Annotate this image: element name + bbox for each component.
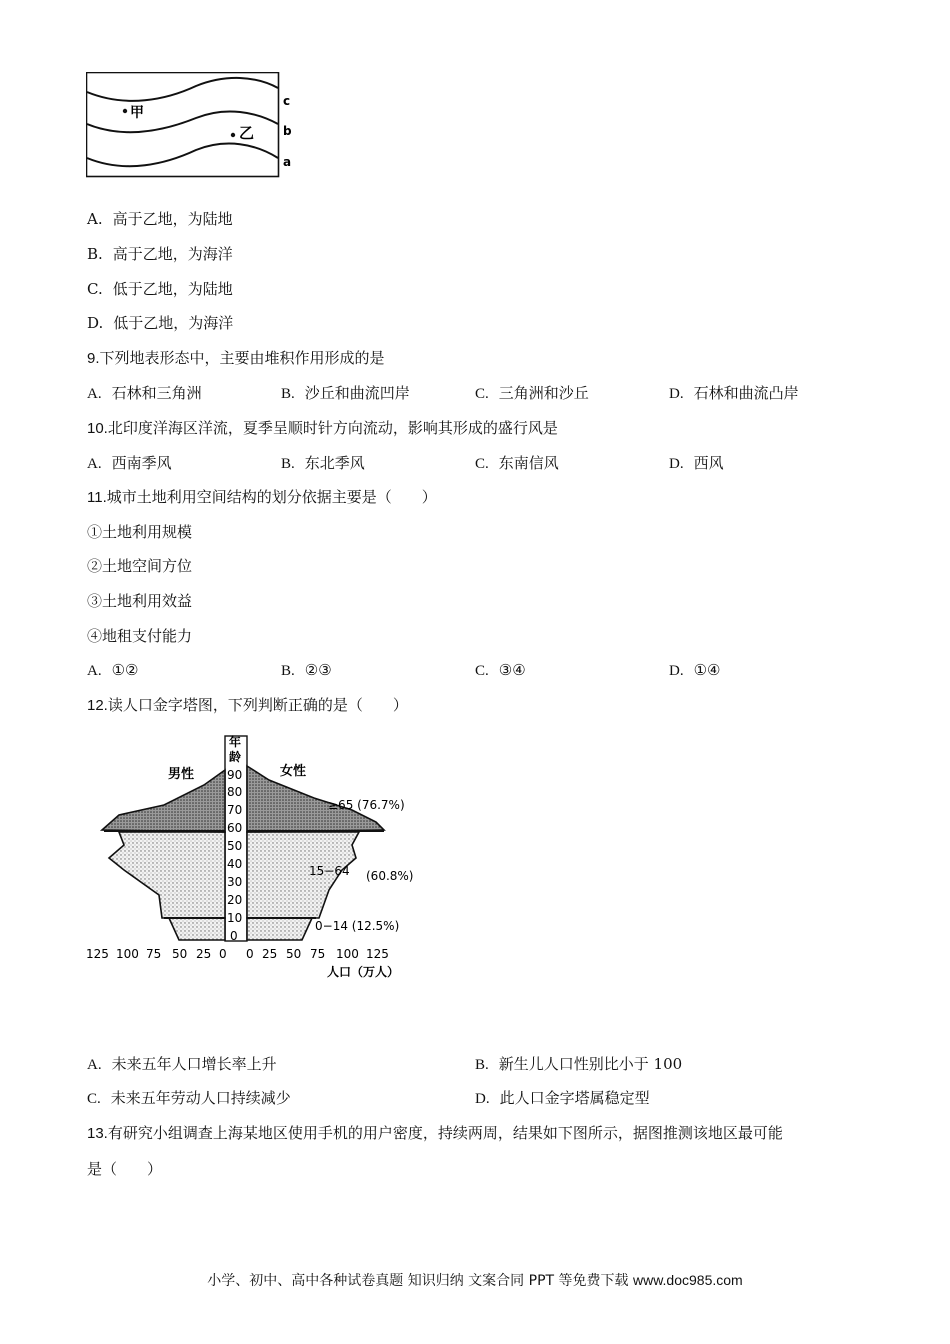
option-text: 新生儿人口性别比小于 100	[498, 1055, 683, 1073]
question-number: 9.	[87, 350, 100, 367]
option-letter: A.	[87, 663, 102, 679]
option-letter: D.	[669, 663, 684, 679]
contour-line-a	[87, 144, 278, 167]
population-pyramid	[84, 730, 444, 980]
option-text: 东北季风	[304, 454, 365, 472]
option-letter: C.	[87, 280, 103, 298]
age-tick: 40	[227, 857, 243, 871]
contour-figure	[86, 72, 301, 180]
option-text: 三角洲和沙丘	[498, 384, 589, 402]
option-letter: D.	[87, 314, 104, 332]
q13-stem-line2: 是（ ）	[87, 1160, 163, 1178]
age-tick: 60	[227, 821, 243, 835]
q12-option-a[interactable]	[87, 1054, 277, 1075]
age-tick: 20	[227, 893, 243, 907]
question-text: 下列地表形态中，主要由堆积作用形成的是	[99, 349, 385, 367]
age-tick: 0	[230, 929, 238, 943]
q10-stem	[87, 418, 558, 439]
option-text: 高于乙地，为陆地	[112, 210, 233, 228]
q11-option-d[interactable]	[669, 660, 721, 681]
age-tick: 10	[227, 911, 243, 925]
male-tick: 25	[196, 947, 212, 961]
male-tick: 125	[86, 947, 109, 961]
q8-option-b[interactable]	[87, 244, 233, 264]
group-working-label-a: 15−64	[309, 864, 350, 878]
page-footer	[0, 1270, 950, 1290]
q9-option-d[interactable]	[669, 383, 799, 404]
q12-option-c[interactable]	[87, 1088, 291, 1109]
female-tick: 25	[262, 947, 278, 961]
male-tick: 50	[172, 947, 188, 961]
option-letter: D.	[669, 456, 684, 472]
q10-option-b[interactable]	[281, 453, 365, 474]
option-text: 石林和曲流凸岸	[693, 384, 799, 402]
q11-option-c[interactable]	[475, 660, 526, 681]
question-number: 11.	[87, 489, 107, 506]
option-letter: D.	[475, 1091, 490, 1107]
female-tick: 50	[286, 947, 302, 961]
option-text: ③④	[498, 661, 526, 679]
male-elderly-band	[102, 770, 225, 832]
footer-text: 小学、初中、高中各种试卷真题 知识归纳 文案合同 PPT 等免费下载	[207, 1273, 629, 1289]
male-label: 男性	[168, 767, 195, 782]
option-letter: A.	[87, 1057, 102, 1073]
female-tick: 0	[246, 947, 254, 961]
option-letter: B.	[281, 386, 295, 402]
option-text: 石林和三角洲	[111, 384, 202, 402]
point-jia-dot	[123, 109, 127, 113]
question-text: 北印度洋海区洋流，夏季呈顺时针方向流动，影响其形成的盛行风是	[107, 419, 558, 437]
q11-stem	[87, 487, 437, 508]
age-tick: 50	[227, 839, 243, 853]
point-jia-label: 甲	[130, 105, 144, 121]
q9-option-b[interactable]	[281, 383, 410, 404]
age-tick: 80	[227, 785, 243, 799]
female-tick: 75	[310, 947, 326, 961]
q11-item-1: ①土地利用规模	[87, 523, 193, 541]
age-tick: 90	[227, 768, 243, 782]
age-tick: 30	[227, 875, 243, 889]
group-young-label: 0−14 (12.5%)	[315, 919, 400, 933]
male-tick: 75	[146, 947, 162, 961]
option-text: 低于乙地，为海洋	[113, 314, 234, 332]
q8-option-d[interactable]	[87, 313, 233, 333]
line-c-label: c	[283, 94, 291, 108]
q10-option-d[interactable]	[669, 453, 724, 474]
option-text: 高于乙地，为海洋	[112, 245, 233, 263]
question-text: 城市土地利用空间结构的划分依据主要是（ ）	[106, 488, 437, 506]
option-letter: B.	[281, 456, 295, 472]
option-letter: B.	[475, 1057, 489, 1073]
q11-item-4: ④地租支付能力	[87, 627, 193, 645]
female-tick: 125	[366, 947, 389, 961]
age-tick: 70	[227, 803, 243, 817]
age-axis-title-1: 年	[229, 735, 242, 749]
female-label: 女性	[280, 764, 307, 779]
q9-option-c[interactable]	[475, 383, 589, 404]
question-text: 有研究小组调查上海某地区使用手机的用户密度，持续两周，结果如下图所示，据图推测该地区最可能	[107, 1124, 783, 1142]
option-text: 西南季风	[111, 454, 172, 472]
male-tick: 0	[219, 947, 227, 961]
question-number: 10.	[87, 420, 108, 437]
option-letter: C.	[475, 456, 489, 472]
age-axis-title-2: 龄	[229, 750, 242, 764]
option-text: ①④	[693, 661, 721, 679]
option-letter: A.	[87, 210, 103, 228]
q11-item-2: ②土地空间方位	[87, 557, 193, 575]
q12-stem	[87, 695, 408, 716]
group-elderly-label: ≥65 (76.7%)	[328, 798, 405, 812]
point-yi-label: 乙	[239, 124, 255, 142]
q13-stem-line1	[87, 1123, 783, 1144]
group-working-label-b: (60.8%)	[366, 869, 414, 883]
female-tick: 100	[336, 947, 359, 961]
line-a-label: a	[283, 155, 292, 169]
point-yi-dot	[231, 133, 235, 137]
q10-option-c[interactable]	[475, 453, 559, 474]
q9-option-a[interactable]	[87, 383, 202, 404]
footer-link[interactable]: www.doc985.com	[632, 1272, 743, 1288]
q12-option-b[interactable]	[475, 1054, 682, 1075]
male-tick: 100	[116, 947, 139, 961]
option-text: 低于乙地，为陆地	[112, 280, 233, 298]
option-text: 沙丘和曲流凹岸	[304, 384, 410, 402]
question-number: 12.	[87, 697, 108, 714]
option-letter: A.	[87, 456, 102, 472]
option-letter: A.	[87, 386, 102, 402]
q12-option-d[interactable]	[475, 1088, 650, 1109]
q11-option-a[interactable]	[87, 660, 139, 681]
q11-item-3: ③土地利用效益	[87, 592, 193, 610]
option-letter: B.	[281, 663, 295, 679]
option-letter: C.	[475, 386, 489, 402]
x-axis-label: 人口（万人）	[327, 965, 400, 979]
option-letter: D.	[669, 386, 684, 402]
option-text: 西风	[693, 454, 724, 472]
option-letter: C.	[87, 1091, 101, 1107]
q11-option-b[interactable]	[281, 660, 332, 681]
option-text: 此人口金字塔属稳定型	[499, 1089, 650, 1107]
q9-stem	[87, 348, 385, 369]
option-text: 未来五年劳动人口持续减少	[110, 1089, 291, 1107]
line-b-label: b	[283, 124, 292, 138]
option-letter: B.	[87, 245, 103, 263]
q8-option-a[interactable]	[87, 209, 233, 229]
option-letter: C.	[475, 663, 489, 679]
contour-line-c	[87, 78, 278, 101]
option-text: 未来五年人口增长率上升	[111, 1055, 277, 1073]
q10-option-a[interactable]	[87, 453, 172, 474]
male-young-band	[169, 918, 225, 940]
q8-option-c[interactable]	[87, 279, 233, 299]
question-number: 13.	[87, 1125, 108, 1142]
male-working-band	[109, 832, 225, 918]
question-text: 读人口金字塔图，下列判断正确的是（ ）	[107, 696, 408, 714]
option-text: ①②	[111, 661, 139, 679]
option-text: ②③	[304, 661, 332, 679]
option-text: 东南信风	[498, 454, 559, 472]
female-young-band	[247, 918, 312, 940]
